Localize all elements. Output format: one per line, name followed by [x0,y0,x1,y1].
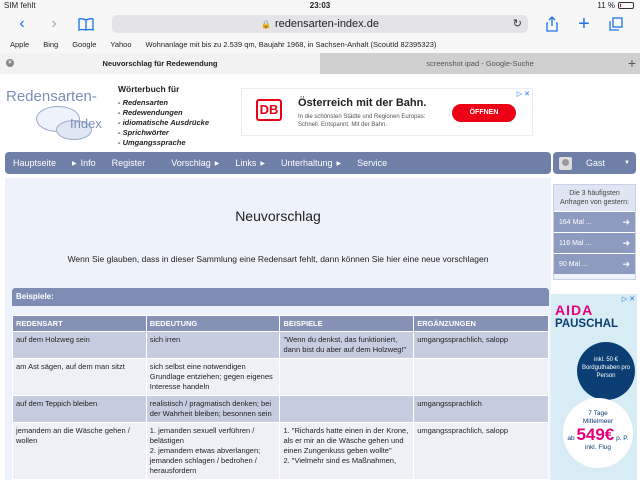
ad-text: ab [567,435,575,442]
table-cell: umgangssprachlich, salopp [414,423,549,480]
battery-percent: 11 % [597,1,615,10]
table-cell [280,396,414,423]
browser-toolbar [0,12,640,36]
bookmark-wohnanlage[interactable]: Wohnanlage mit bis zu 2.539 qm, Baujahr 1968, in Sachsen-Anhalt (ScoutId 82395323) [145,40,437,49]
ad-brand: AIDA [555,302,594,318]
status-bar [0,0,640,12]
chevron-down-icon: ▼ [624,160,630,166]
close-tab-icon[interactable]: × [6,59,14,67]
table-cell: am Ast sägen, auf dem man sitzt [13,359,147,396]
share-icon[interactable] [542,14,562,34]
site-logo[interactable] [6,84,110,144]
table-cell: "Wenn du denkst, das funktioniert, dann bist du aber auf dem Holzweg!" [280,332,414,359]
nav-service[interactable]: Service [357,158,388,168]
bookmarks-icon[interactable] [76,14,96,34]
column-header: BEDEUTUNG [146,316,280,332]
address-bar[interactable] [112,15,528,33]
forward-icon[interactable]: › [51,15,57,32]
arrow-right-icon: ➜ [622,237,630,248]
table-row [13,359,549,396]
back-icon[interactable]: ‹ [19,15,25,32]
table-cell: 1. "Richards hatte einen in der Krone, als er mir an die Wäsche gehen und einen Zungenkuss geben wollte" 2. "Vielmehr sind es Maßnahmen, [280,423,414,480]
tab-bar [0,53,640,74]
nav-hauptseite[interactable]: Hauptseite [13,158,57,168]
ad-price: 549€ [576,425,615,444]
top-query-item[interactable]: 90 Mal ... ➜ [554,253,635,274]
nav-info[interactable]: ▶ Info [72,158,96,168]
user-label: Gast [586,158,606,168]
woerterbuch-head: Wörterbuch für [118,84,180,94]
caret-right-icon: ▶ [336,160,342,167]
user-menu[interactable] [553,152,636,174]
nav-register[interactable]: Register [111,158,146,168]
adchoices-icon[interactable]: ▷ ✕ [516,91,530,98]
table-cell: auf dem Teppich bleiben [13,396,147,423]
ad-text: p. P. [616,435,629,442]
ad-badge: inkl. 50 € Bordguthaben pro Person [577,342,635,400]
caret-right-icon: ▶ [260,160,265,167]
table-cell: sich irren [146,332,280,359]
ad-price-badge [563,398,633,468]
table-cell: jemandem an die Wäsche gehen / wollen [13,423,147,480]
ad-headline: PAUSCHAL [555,318,619,330]
column-header: REDENSART [13,316,147,332]
user-avatar-icon [559,157,572,170]
table-cell: umgangssprachlich, salopp [414,332,549,359]
db-logo: DB [256,99,282,121]
battery-icon [618,2,634,9]
bookmark-apple[interactable]: Apple [10,40,30,49]
nav-links[interactable]: Links ▶ [235,158,265,168]
woerterbuch-item: - Umgangssprache [118,138,186,147]
ad-text: inkl. Flug [584,444,611,451]
tab-label: Neuvorschlag für Redewendung [102,59,218,68]
tab-neuvorschlag[interactable] [0,53,320,74]
battery-status [597,1,634,10]
table-row [13,332,549,359]
woerterbuch-item: - Redewendungen [118,108,183,117]
adchoices-icon[interactable]: ▷ ✕ [621,296,635,303]
tab-label: screenshot ipad - Google-Suche [426,59,534,68]
table-cell: sich selbst eine notwendigen Grundlage entziehen; gegen eigenes Interesse handeln [146,359,280,396]
logo-text-2: Index [70,116,102,131]
nav-vorschlag[interactable]: Vorschlag ▶ [171,158,220,168]
logo-text-1: Redensarten- [6,88,97,105]
bookmark-yahoo[interactable]: Yahoo [110,40,132,49]
carrier-label: SIM fehlt [4,1,36,10]
examples-heading: Beispiele: [12,288,549,306]
column-header: BEISPIELE [280,316,414,332]
top-queries-box [553,184,636,280]
woerterbuch-item: - Redensarten [118,98,169,107]
top-queries-head: Die 3 häufigsten Anfragen von gestern: [554,185,635,211]
column-header: ERGÄNZUNGEN [414,316,549,332]
aida-advertisement[interactable] [551,294,637,480]
arrow-right-icon: ➜ [622,216,630,227]
web-page [0,74,640,480]
caret-right-icon: ▶ [72,160,77,167]
clock: 23:03 [309,1,331,10]
ad-text: Mittelmeer [582,418,614,425]
tabs-overview-icon[interactable] [606,14,626,34]
table-cell: 1. jemanden sexuell verführen / belästigen 2. jemandem etwas abverlangen; jemanden schlagen / bedrohen / herausfordern [146,423,280,480]
woerterbuch-item: - idiomatische Ausdrücke [118,118,209,127]
ad-subtitle: In die schönsten Städte und Regionen Europas: Schnell. Entspannt. Mit der Bahn. [298,114,426,128]
main-nav [5,152,551,174]
db-advertisement[interactable] [241,88,533,136]
table-cell: umgangssprachlich [414,396,549,423]
add-tab-icon[interactable]: + [627,55,636,71]
arrow-right-icon: ➜ [622,258,630,269]
caret-right-icon: ▶ [214,160,220,167]
top-query-item[interactable]: 164 Mal ... ➜ [554,211,635,232]
page-title: Neuvorschlag [235,208,321,224]
bookmarks-bar [0,36,640,53]
ad-title: Österreich mit der Bahn. [298,97,427,109]
ad-text: 7 Tage [588,410,608,417]
table-cell: realistisch / pragmatisch denken; bei der Wahrheit bleiben; besonnen sein [146,396,280,423]
reload-icon[interactable]: ↻ [512,18,522,30]
url-text: redensarten-index.de [275,18,379,30]
table-row [13,396,549,423]
nav-unterhaltung[interactable]: Unterhaltung ▶ [280,158,342,168]
woerterbuch-item: - Sprichwörter [118,128,169,137]
new-tab-icon[interactable]: + [578,12,590,35]
tab-google-search[interactable] [320,53,640,74]
table-row [13,423,549,480]
examples-table [12,315,549,480]
table-cell [414,359,549,396]
bookmark-google[interactable]: Google [72,40,97,49]
top-query-item[interactable]: 116 Mal ... ➜ [554,232,635,253]
lock-icon: 🔒 [261,19,271,29]
table-cell [280,359,414,396]
woerterbuch-info [118,84,209,148]
main-content [5,178,551,480]
page-intro: Wenn Sie glauben, dass in dieser Sammlung eine Redensart fehlt, dann können Sie hier eine neue vorschlagen [67,254,489,264]
ad-open-button[interactable]: ÖFFNEN [452,104,516,122]
table-cell: auf dem Holzweg sein [13,332,147,359]
examples-panel [12,288,549,480]
bookmark-bing[interactable]: Bing [43,40,59,49]
